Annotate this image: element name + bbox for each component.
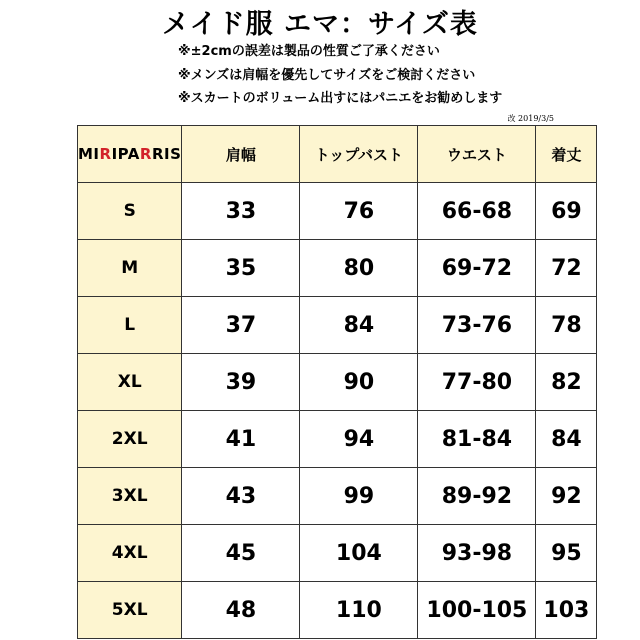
- bust-value: 110: [300, 582, 418, 639]
- shoulder-value: 39: [182, 354, 300, 411]
- size-label: 4XL: [78, 525, 182, 582]
- bust-value: 84: [300, 297, 418, 354]
- waist-value: 73-76: [418, 297, 536, 354]
- size-label: 5XL: [78, 582, 182, 639]
- note-skirt: ※スカートのボリューム出すにはパニエをお勧めします: [178, 91, 503, 106]
- bust-value: 90: [300, 354, 418, 411]
- table-row: [78, 525, 597, 582]
- size-label: 3XL: [78, 468, 182, 525]
- waist-value: 89-92: [418, 468, 536, 525]
- header-shoulder: 肩幅: [182, 126, 300, 183]
- page-title: メイド服 エマ：サイズ表: [162, 9, 478, 40]
- bust-value: 94: [300, 411, 418, 468]
- size-label: S: [78, 183, 182, 240]
- shoulder-value: 48: [182, 582, 300, 639]
- table-row: [78, 411, 597, 468]
- length-value: 78: [536, 297, 597, 354]
- shoulder-value: 37: [182, 297, 300, 354]
- note-mens: ※メンズは肩幅を優先してサイズをご検討ください: [178, 67, 476, 83]
- waist-value: 81-84: [418, 411, 536, 468]
- waist-value: 66-68: [418, 183, 536, 240]
- length-value: 103: [536, 582, 597, 639]
- waist-value: 77-80: [418, 354, 536, 411]
- shoulder-value: 43: [182, 468, 300, 525]
- revision-date: 改 2019/3/5: [507, 114, 554, 123]
- size-table: [77, 125, 597, 639]
- table-row: [78, 582, 597, 639]
- waist-value: 93-98: [418, 525, 536, 582]
- length-value: 84: [536, 411, 597, 468]
- length-value: 72: [536, 240, 597, 297]
- brand-logo: MIRIPARRIS: [78, 126, 182, 183]
- bust-value: 80: [300, 240, 418, 297]
- waist-value: 69-72: [418, 240, 536, 297]
- shoulder-value: 33: [182, 183, 300, 240]
- table-row: [78, 354, 597, 411]
- waist-value: 100-105: [418, 582, 536, 639]
- bust-value: 76: [300, 183, 418, 240]
- header-length: 着丈: [536, 126, 597, 183]
- table-header-row: [78, 126, 597, 183]
- size-label: L: [78, 297, 182, 354]
- table-row: [78, 240, 597, 297]
- notes-list: [178, 40, 502, 111]
- length-value: 92: [536, 468, 597, 525]
- length-value: 82: [536, 354, 597, 411]
- table-row: [78, 183, 597, 240]
- size-label: XL: [78, 354, 182, 411]
- table-row: [78, 468, 597, 525]
- length-value: 95: [536, 525, 597, 582]
- bust-value: 104: [300, 525, 418, 582]
- shoulder-value: 41: [182, 411, 300, 468]
- bust-value: 99: [300, 468, 418, 525]
- shoulder-value: 45: [182, 525, 300, 582]
- header-waist: ウエスト: [418, 126, 536, 183]
- table-row: [78, 297, 597, 354]
- size-label: 2XL: [78, 411, 182, 468]
- note-tolerance: ※±2cmの誤差は製品の性質ご了承ください: [178, 44, 440, 59]
- shoulder-value: 35: [182, 240, 300, 297]
- size-label: M: [78, 240, 182, 297]
- header-bust: トップバスト: [300, 126, 418, 183]
- length-value: 69: [536, 183, 597, 240]
